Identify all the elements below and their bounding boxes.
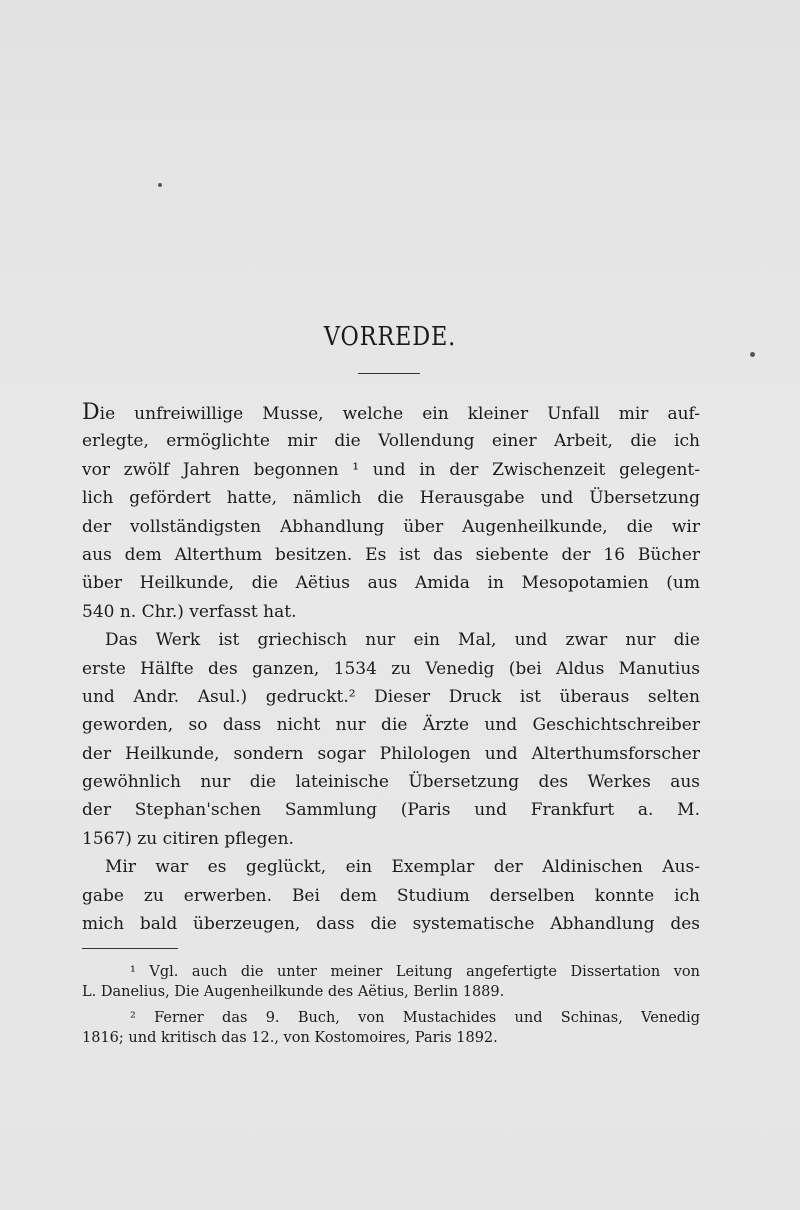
main-text bbox=[82, 399, 700, 938]
text-line: Die unfreiwillige Musse, welche ein kleiner Unfall mir auf- bbox=[82, 400, 700, 425]
text-line: über Heilkunde, die Aëtius aus Amida in Mesopotamien (um bbox=[82, 573, 700, 594]
paper-speck bbox=[158, 183, 162, 187]
text-line: vor zwölf Jahren begonnen ¹ und in der Zwischenzeit gelegent- bbox=[82, 459, 700, 480]
text-line: mich bald überzeugen, dass die systematische Abhandlung des bbox=[82, 914, 700, 935]
text-line: erlegte, ermöglichte mir die Vollendung einer Arbeit, die ich bbox=[82, 431, 700, 452]
footnote-rule bbox=[82, 948, 178, 949]
text-line: der vollständigsten Abhandlung über Augenheilkunde, die wir bbox=[82, 516, 700, 537]
text-line: Mir war es geglückt, ein Exemplar der Aldinischen Aus- bbox=[105, 857, 700, 878]
page-title: VORREDE. bbox=[323, 322, 457, 352]
text-line: erste Hälfte des ganzen, 1534 zu Venedig (bei Aldus Manutius bbox=[82, 658, 700, 679]
footnotes bbox=[82, 962, 700, 1048]
footnote-line: L. Danelius, Die Augenheilkunde des Aëtius, Berlin 1889. bbox=[82, 984, 505, 1000]
footnote-line: 1816; und kritisch das 12., von Kostomoires, Paris 1892. bbox=[82, 1030, 498, 1046]
footnote-line: ² Ferner das 9. Buch, von Mustachides und Schinas, Venedig bbox=[130, 1010, 700, 1026]
text-line: und Andr. Asul.) gedruckt.² Dieser Druck ist überaus selten bbox=[82, 686, 700, 707]
text-line: Das Werk ist griechisch nur ein Mal, und zwar nur die bbox=[105, 630, 700, 651]
paper-speck bbox=[750, 352, 755, 357]
text-line: gabe zu erwerben. Bei dem Studium derselben konnte ich bbox=[82, 885, 700, 906]
text-line: lich gefördert hatte, nämlich die Herausgabe und Übersetzung bbox=[82, 488, 700, 509]
text-line: der Stephan'schen Sammlung (Paris und Frankfurt a. M. bbox=[82, 800, 700, 821]
text-line: geworden, so dass nicht nur die Ärzte und Geschichtschreiber bbox=[82, 715, 700, 736]
footnote-line: ¹ Vgl. auch die unter meiner Leitung angefertigte Dissertation von bbox=[130, 964, 700, 980]
title-rule bbox=[358, 373, 420, 374]
initial-capital: D bbox=[82, 400, 100, 425]
text-line: 540 n. Chr.) verfasst hat. bbox=[82, 601, 297, 622]
text-line: gewöhnlich nur die lateinische Übersetzung des Werkes aus bbox=[82, 772, 700, 793]
text-line: 1567) zu citiren pflegen. bbox=[82, 828, 294, 849]
text-line: aus dem Alterthum besitzen. Es ist das siebente der 16 Bücher bbox=[82, 544, 700, 565]
text-line: der Heilkunde, sondern sogar Philologen und Alterthumsforscher bbox=[82, 743, 700, 764]
